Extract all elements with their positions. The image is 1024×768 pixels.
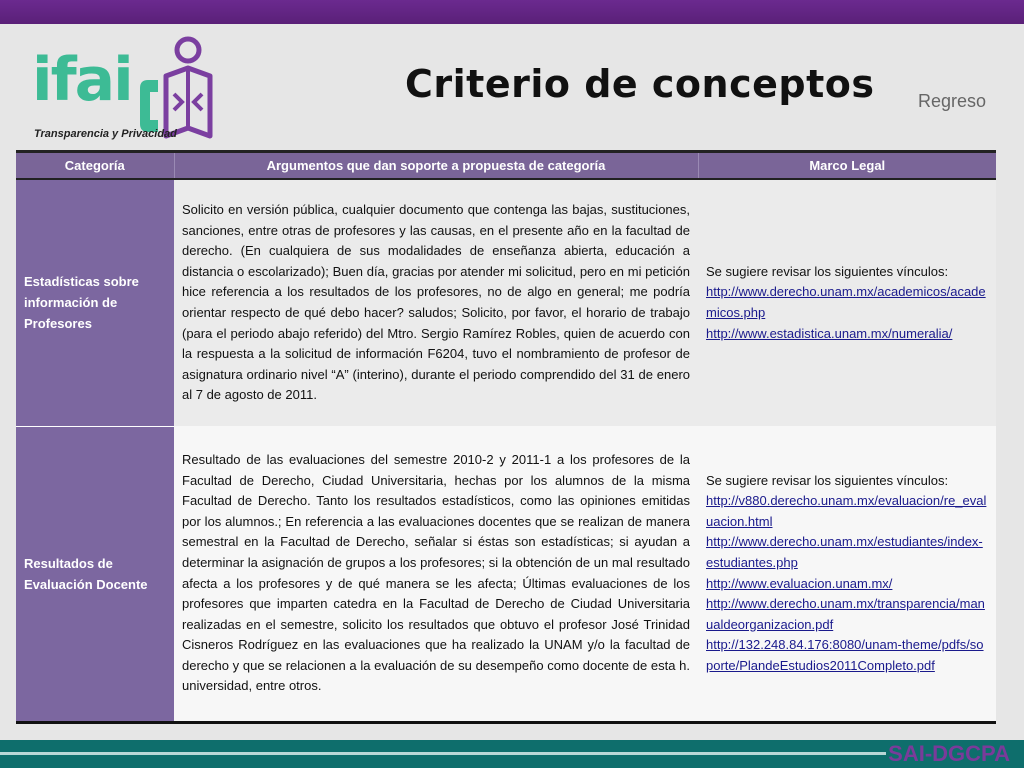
top-bar — [0, 0, 1024, 24]
legal-link[interactable]: http://www.derecho.unam.mx/estudiantes/index-estudiantes.php — [706, 534, 983, 570]
legal-link[interactable]: http://www.estadistica.unam.mx/numeralia/ — [706, 325, 953, 341]
legal-link[interactable]: http://www.evaluacion.unam.mx/ — [706, 575, 893, 591]
column-header-category: Categoría — [16, 152, 174, 180]
table-row — [16, 426, 996, 723]
legal-link[interactable]: http://132.248.84.176:8080/unam-theme/pdfs/soporte/PlandeEstudios2011Completo.pdf — [706, 637, 984, 673]
footer-label: SAI-DGCPA — [888, 741, 1010, 766]
category-cell: Resultados de Evaluación Docente — [16, 426, 174, 723]
table-row — [16, 179, 996, 426]
footer-divider — [0, 752, 886, 755]
column-header-legal: Marco Legal — [698, 152, 996, 180]
logo-text: ifai — [32, 45, 132, 115]
column-header-arguments: Argumentos que dan soporte a propuesta de categoría — [174, 152, 698, 180]
legal-intro: Se sugiere revisar los siguientes vínculos: — [706, 472, 949, 488]
legal-cell — [698, 426, 996, 723]
legal-cell — [698, 179, 996, 426]
category-cell: Estadísticas sobre información de Profesores — [16, 179, 174, 426]
legal-link[interactable]: http://v880.derecho.unam.mx/evaluacion/re_evaluacion.html — [706, 493, 987, 529]
logo-tagline: Transparencia y Privacidad — [34, 128, 177, 140]
criteria-table — [16, 150, 996, 724]
legal-link[interactable]: http://www.derecho.unam.mx/academicos/academicos.php — [706, 284, 986, 320]
table-header-row — [16, 152, 996, 180]
arguments-cell: Solicito en versión pública, cualquier documento que contenga las bajas, sustituciones, sanciones, entre otras de profesores y las causas, en el presente año en la facultad de derecho. (En cualquiera de sus modalidades de enseñanza abierta, educación a distancia o escolarizado); Buen día, gracias por atender mi solicitud, pero en mi petición hice referencia a los resultados de los profesores, no de algo en general; me podría orientar respecto de qué debo hacer? saludos; Solicito, por favor, el horario de trabajo (para el periodo abajo referido) del Mtro. Sergio Ramírez Robles, quien de acuerdo con la respuesta a la solicitud de información F6204, tuvo el nombramiento de profesor de asignatura ordinario nivel “A” (interino), durante el periodo comprendido del 31 de enero al 7 de agosto de 2011. — [174, 179, 698, 426]
arguments-cell: Resultado de las evaluaciones del semestre 2010-2 y 2011-1 a los profesores de la Facultad de Derecho, Ciudad Universitaria, hechas por los alumnos de la misma Facultad de Derecho. Tanto los resultados estadísticos, como las opiniones emitidas por los alumnos.; En referencia a las evaluaciones docentes que se realizan de manera semestral en la Facultad de Derecho, señalar si éstas son estadísticas; si ayudan a determinar la asignación de grupos a los profesores; si la obtención de un mal resultado afecta a los profesores y de qué manera se les afecta; Últimas evaluaciones de los profesores que imparten catedra en la Facultad de Derecho de Ciudad Universitaria realizadas en el semestre, solicito los resultados que obtuvo el profesor José Trinidad Cisneros Rodríguez en las evaluaciones que ha realizado la UNAM y/o la facultad de derecho y que se relacionen a la evaluación de su desempeño como docente de esta h. universidad, entre otros. — [174, 426, 698, 723]
ifai-logo — [28, 36, 218, 148]
legal-intro: Se sugiere revisar los siguientes vínculos: — [706, 263, 949, 279]
page-title: Criterio de conceptos — [405, 62, 875, 106]
back-link[interactable]: Regreso — [918, 91, 987, 111]
legal-link[interactable]: http://www.derecho.unam.mx/transparencia/manualdeorganizacion.pdf — [706, 596, 985, 632]
